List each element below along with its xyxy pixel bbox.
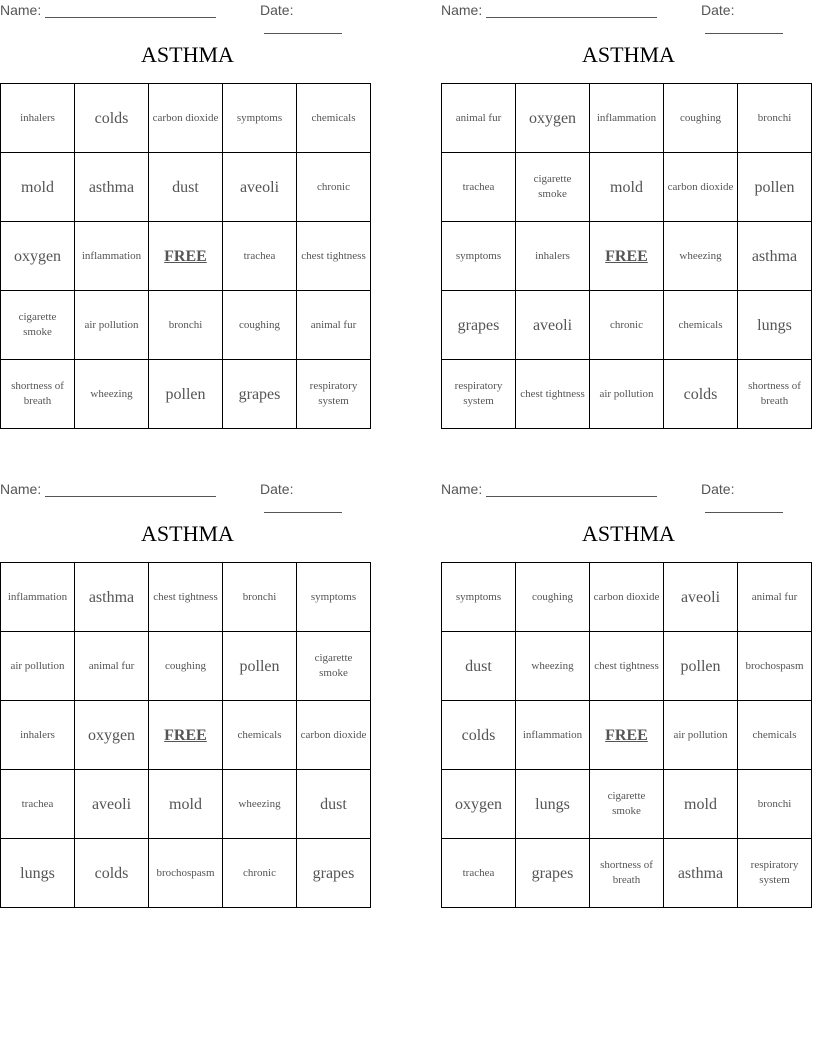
grid-row (442, 770, 812, 839)
grid-cell: chemicals (664, 291, 738, 360)
grid-row (1, 84, 371, 153)
free-space-cell: FREE (149, 701, 223, 770)
bingo-grid (441, 83, 812, 429)
card-header (441, 479, 816, 501)
grid-cell: brochospasm (149, 839, 223, 908)
date-field[interactable] (701, 2, 816, 34)
grid-cell: wheezing (223, 770, 297, 839)
grid-cell: chest tightness (590, 632, 664, 701)
grid-cell: shortness of breath (1, 360, 75, 429)
grid-cell: wheezing (75, 360, 149, 429)
grid-cell: oxygen (1, 222, 75, 291)
grid-cell: shortness of breath (590, 839, 664, 908)
grid-row (442, 84, 812, 153)
date-blank-line (264, 20, 342, 34)
grid-row (1, 632, 371, 701)
grid-cell: inflammation (516, 701, 590, 770)
grid-cell: respiratory system (442, 360, 516, 429)
name-blank-line (45, 483, 216, 497)
date-field[interactable] (701, 481, 816, 513)
grid-cell: symptoms (442, 222, 516, 291)
grid-cell: symptoms (297, 563, 371, 632)
card-header (0, 0, 375, 22)
grid-cell: inhalers (1, 84, 75, 153)
bingo-grid (441, 562, 812, 908)
date-blank-line (264, 499, 342, 513)
name-field[interactable] (441, 2, 657, 18)
grid-cell: oxygen (75, 701, 149, 770)
card-title: ASTHMA (582, 42, 675, 67)
grid-cell: cigarette smoke (297, 632, 371, 701)
card-title: ASTHMA (582, 521, 675, 546)
grid-cell: dust (149, 153, 223, 222)
grid-cell: chronic (590, 291, 664, 360)
card-header (441, 0, 816, 22)
grid-cell: chemicals (297, 84, 371, 153)
grid-cell: animal fur (75, 632, 149, 701)
grid-cell: grapes (297, 839, 371, 908)
grid-cell: wheezing (664, 222, 738, 291)
bingo-card-1 (0, 0, 375, 407)
bingo-grid (0, 83, 371, 429)
grid-cell: trachea (442, 153, 516, 222)
grid-cell: lungs (1, 839, 75, 908)
free-space-cell: FREE (590, 222, 664, 291)
grid-cell: oxygen (516, 84, 590, 153)
grid-cell: wheezing (516, 632, 590, 701)
grid-row (1, 153, 371, 222)
grid-cell: cigarette smoke (1, 291, 75, 360)
grid-cell: bronchi (738, 84, 812, 153)
grid-row (442, 701, 812, 770)
free-space-cell: FREE (590, 701, 664, 770)
name-blank-line (45, 4, 216, 18)
grid-row (1, 222, 371, 291)
grid-cell: inflammation (590, 84, 664, 153)
grid-cell: colds (75, 84, 149, 153)
grid-row (442, 153, 812, 222)
grid-cell: asthma (75, 153, 149, 222)
date-blank-line (705, 20, 783, 34)
grid-cell: grapes (223, 360, 297, 429)
grid-cell: air pollution (75, 291, 149, 360)
name-blank-line (486, 4, 657, 18)
grid-cell: asthma (738, 222, 812, 291)
grid-cell: dust (442, 632, 516, 701)
grid-cell: brochospasm (738, 632, 812, 701)
grid-cell: pollen (223, 632, 297, 701)
date-label: Date: (260, 2, 294, 18)
card-title: ASTHMA (141, 521, 234, 546)
grid-row (442, 632, 812, 701)
grid-cell: pollen (738, 153, 812, 222)
grid-cell: respiratory system (738, 839, 812, 908)
bingo-card-4 (441, 479, 816, 886)
grid-cell: mold (664, 770, 738, 839)
date-label: Date: (701, 2, 735, 18)
grid-cell: pollen (664, 632, 738, 701)
grid-row (1, 770, 371, 839)
grid-cell: carbon dioxide (664, 153, 738, 222)
grid-cell: aveoli (516, 291, 590, 360)
grid-cell: chest tightness (297, 222, 371, 291)
grid-cell: coughing (516, 563, 590, 632)
grid-cell: chronic (223, 839, 297, 908)
grid-cell: asthma (75, 563, 149, 632)
name-field[interactable] (0, 481, 216, 497)
grid-cell: animal fur (297, 291, 371, 360)
grid-cell: trachea (1, 770, 75, 839)
bingo-card-3 (0, 479, 375, 882)
name-field[interactable] (441, 481, 657, 497)
card-header (0, 479, 375, 501)
grid-cell: trachea (223, 222, 297, 291)
grid-cell: inflammation (75, 222, 149, 291)
grid-cell: chemicals (738, 701, 812, 770)
grid-cell: bronchi (149, 291, 223, 360)
grid-cell: colds (75, 839, 149, 908)
date-field[interactable] (260, 2, 375, 34)
grid-row (442, 563, 812, 632)
grid-cell: oxygen (442, 770, 516, 839)
date-field[interactable] (260, 481, 375, 513)
grid-cell: grapes (516, 839, 590, 908)
grid-cell: coughing (664, 84, 738, 153)
date-label: Date: (260, 481, 294, 497)
grid-cell: dust (297, 770, 371, 839)
grid-cell: air pollution (1, 632, 75, 701)
grid-cell: lungs (738, 291, 812, 360)
grid-cell: colds (664, 360, 738, 429)
grid-cell: mold (149, 770, 223, 839)
grid-row (442, 291, 812, 360)
grid-cell: inflammation (1, 563, 75, 632)
grid-cell: mold (590, 153, 664, 222)
grid-cell: chronic (297, 153, 371, 222)
grid-cell: bronchi (223, 563, 297, 632)
grid-cell: mold (1, 153, 75, 222)
grid-cell: grapes (442, 291, 516, 360)
name-blank-line (486, 483, 657, 497)
grid-row (1, 701, 371, 770)
grid-cell: chest tightness (149, 563, 223, 632)
grid-cell: lungs (516, 770, 590, 839)
grid-row (442, 839, 812, 908)
grid-row (1, 563, 371, 632)
grid-cell: respiratory system (297, 360, 371, 429)
free-space-cell: FREE (149, 222, 223, 291)
name-label: Name: (0, 481, 42, 497)
grid-cell: cigarette smoke (516, 153, 590, 222)
bingo-grid (0, 562, 371, 908)
grid-cell: air pollution (664, 701, 738, 770)
grid-cell: symptoms (223, 84, 297, 153)
grid-cell: pollen (149, 360, 223, 429)
grid-cell: cigarette smoke (590, 770, 664, 839)
date-label: Date: (701, 481, 735, 497)
grid-cell: carbon dioxide (297, 701, 371, 770)
name-label: Name: (0, 2, 42, 18)
grid-cell: inhalers (516, 222, 590, 291)
grid-cell: animal fur (442, 84, 516, 153)
name-field[interactable] (0, 2, 216, 18)
grid-cell: animal fur (738, 563, 812, 632)
grid-cell: air pollution (590, 360, 664, 429)
grid-cell: inhalers (1, 701, 75, 770)
date-blank-line (705, 499, 783, 513)
name-label: Name: (441, 2, 483, 18)
grid-cell: shortness of breath (738, 360, 812, 429)
bingo-card-2 (441, 0, 816, 407)
grid-cell: coughing (223, 291, 297, 360)
grid-cell: coughing (149, 632, 223, 701)
grid-row (1, 360, 371, 429)
grid-cell: carbon dioxide (149, 84, 223, 153)
grid-row (442, 360, 812, 429)
grid-row (1, 839, 371, 908)
grid-cell: colds (442, 701, 516, 770)
card-title: ASTHMA (141, 42, 234, 67)
grid-cell: bronchi (738, 770, 812, 839)
grid-cell: symptoms (442, 563, 516, 632)
grid-cell: asthma (664, 839, 738, 908)
grid-cell: aveoli (75, 770, 149, 839)
grid-cell: carbon dioxide (590, 563, 664, 632)
grid-row (442, 222, 812, 291)
grid-cell: chemicals (223, 701, 297, 770)
grid-row (1, 291, 371, 360)
grid-cell: chest tightness (516, 360, 590, 429)
grid-cell: aveoli (664, 563, 738, 632)
grid-cell: trachea (442, 839, 516, 908)
grid-cell: aveoli (223, 153, 297, 222)
name-label: Name: (441, 481, 483, 497)
